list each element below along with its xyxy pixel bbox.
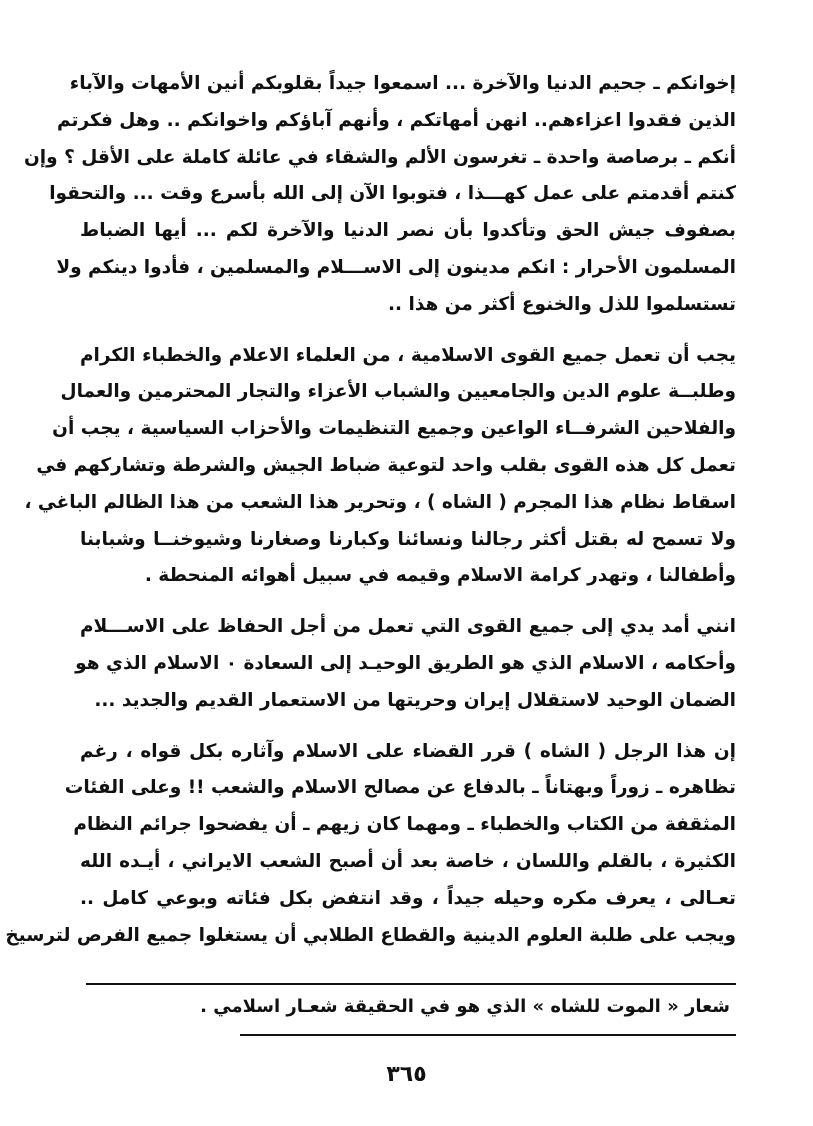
footnote: شعار « الموت للشاه » الذي هو في الحقيقة شعـار اسلامي . <box>200 996 730 1017</box>
text-line: بصفوف جيش الحق وتأكدوا بأن نصر الدنيا والآخرة لكم ... أيها الضباط <box>80 220 736 242</box>
text-line: تعـالى ، يعرف مكره وحيله جيداً ، وقد انتفض بكل فئاته وبوعي كامل .. <box>80 887 736 909</box>
text-line: ويجب على طلبة العلوم الدينية والقطاع الطلابي أن يستغلوا جميع الفرص لترسيخ <box>5 924 736 946</box>
text-line: إخوانكم ـ جحيم الدنيا والآخرة ... اسمعوا جيداً بقلوبكم أنين الأمهات والآباء <box>69 73 736 94</box>
paragraph-4 <box>5 734 736 955</box>
text-line: تستسلموا للذل والخنوع أكثر من هذا .. <box>387 293 736 315</box>
text-line: الكثيرة ، بالقلم واللسان ، خاصة بعد أن أصبح الشعب الايراني ، أيـده الله <box>80 850 736 872</box>
text-line: الضمان الوحيد لاستقلال إيران وحريتها من الاستعمار القديم والجديد ... <box>94 689 736 711</box>
text-line: اسقاط نظام هذا المجرم ( الشاه ) ، وتحرير هذا الشعب من هذا الظالم الباغي ، <box>24 491 736 513</box>
text-line: والفلاحين الشرفــاء الواعين وجميع التنظيمات والأحزاب السياسية ، يجب أن <box>52 418 736 440</box>
main-text <box>5 66 736 954</box>
text-line: المثقفة من الكتاب والخطباء ـ ومهما كان زيهم ـ أن يفضحوا جرائم النظام <box>73 814 736 836</box>
text-line: المسلمون الأحرار : انكم مدينون إلى الاســـلام والمسلمين ، فأدوا دينكم ولا <box>56 256 736 278</box>
text-line: وطلبــة علوم الدين والجامعيين والشباب الأعزاء والتجار المحترمين والعمال <box>60 381 736 403</box>
text-line: أنكم ـ برصاصة واحدة ـ تغرسون الألم والشقاء في عائلة كاملة على الأقل ؟ وإن <box>24 146 736 168</box>
text-line: كنتم أقدمتم على عمل كهـــذا ، فتوبوا الآن إلى الله بأسرع وقت ... والتحقوا <box>49 183 736 205</box>
text-line: وأحكامه ، الاسلام الذي هو الطريق الوحيـد إلى السعادة ٠ الاسلام الذي هو <box>75 652 736 674</box>
text-line: تظاهره ـ زوراً وبهتاناً ـ بالدفاع عن مصالح الاسلام والشعب !! وعلى الفئات <box>64 777 736 799</box>
footnote-underline <box>240 1034 736 1036</box>
page-number: ٣٦٥ <box>386 1062 427 1087</box>
paragraph-3 <box>75 609 736 719</box>
text-line: الذين فقدوا اعزاءهم.. انهن أمهاتكم ، وأنهم آباؤكم واخوانكم .. وهل فكرتم <box>57 109 736 131</box>
text-line: انني أمد يدي إلى جميع القوى التي تعمل من أجل الحفاظ على الاســـلام <box>80 616 736 638</box>
footnote-divider <box>86 983 736 985</box>
text-line: ولا تسمح له بقتل أكثر رجالنا ونسائنا وكبارنا وصغارنا وشيوخنــا وشبابنا <box>80 528 736 550</box>
text-line: وأطفالنا ، وتهدر كرامة الاسلام وقيمه في سبيل أهوائه المنحطة . <box>144 565 736 587</box>
paragraph-2 <box>24 338 736 596</box>
text-line: يجب أن تعمل جميع القوى الاسلامية ، من العلماء الاعلام والخطباء الكرام <box>80 344 736 366</box>
text-line: إن هذا الرجل ( الشاه ) قرر القضاء على الاسلام وآثاره بكل قواه ، رغم <box>80 740 736 762</box>
text-line: تعمل كل هذه القوى بقلب واحد لتوعية ضباط الجيش والشرطة وتشاركهم في <box>36 454 736 476</box>
paragraph-1 <box>24 66 736 324</box>
